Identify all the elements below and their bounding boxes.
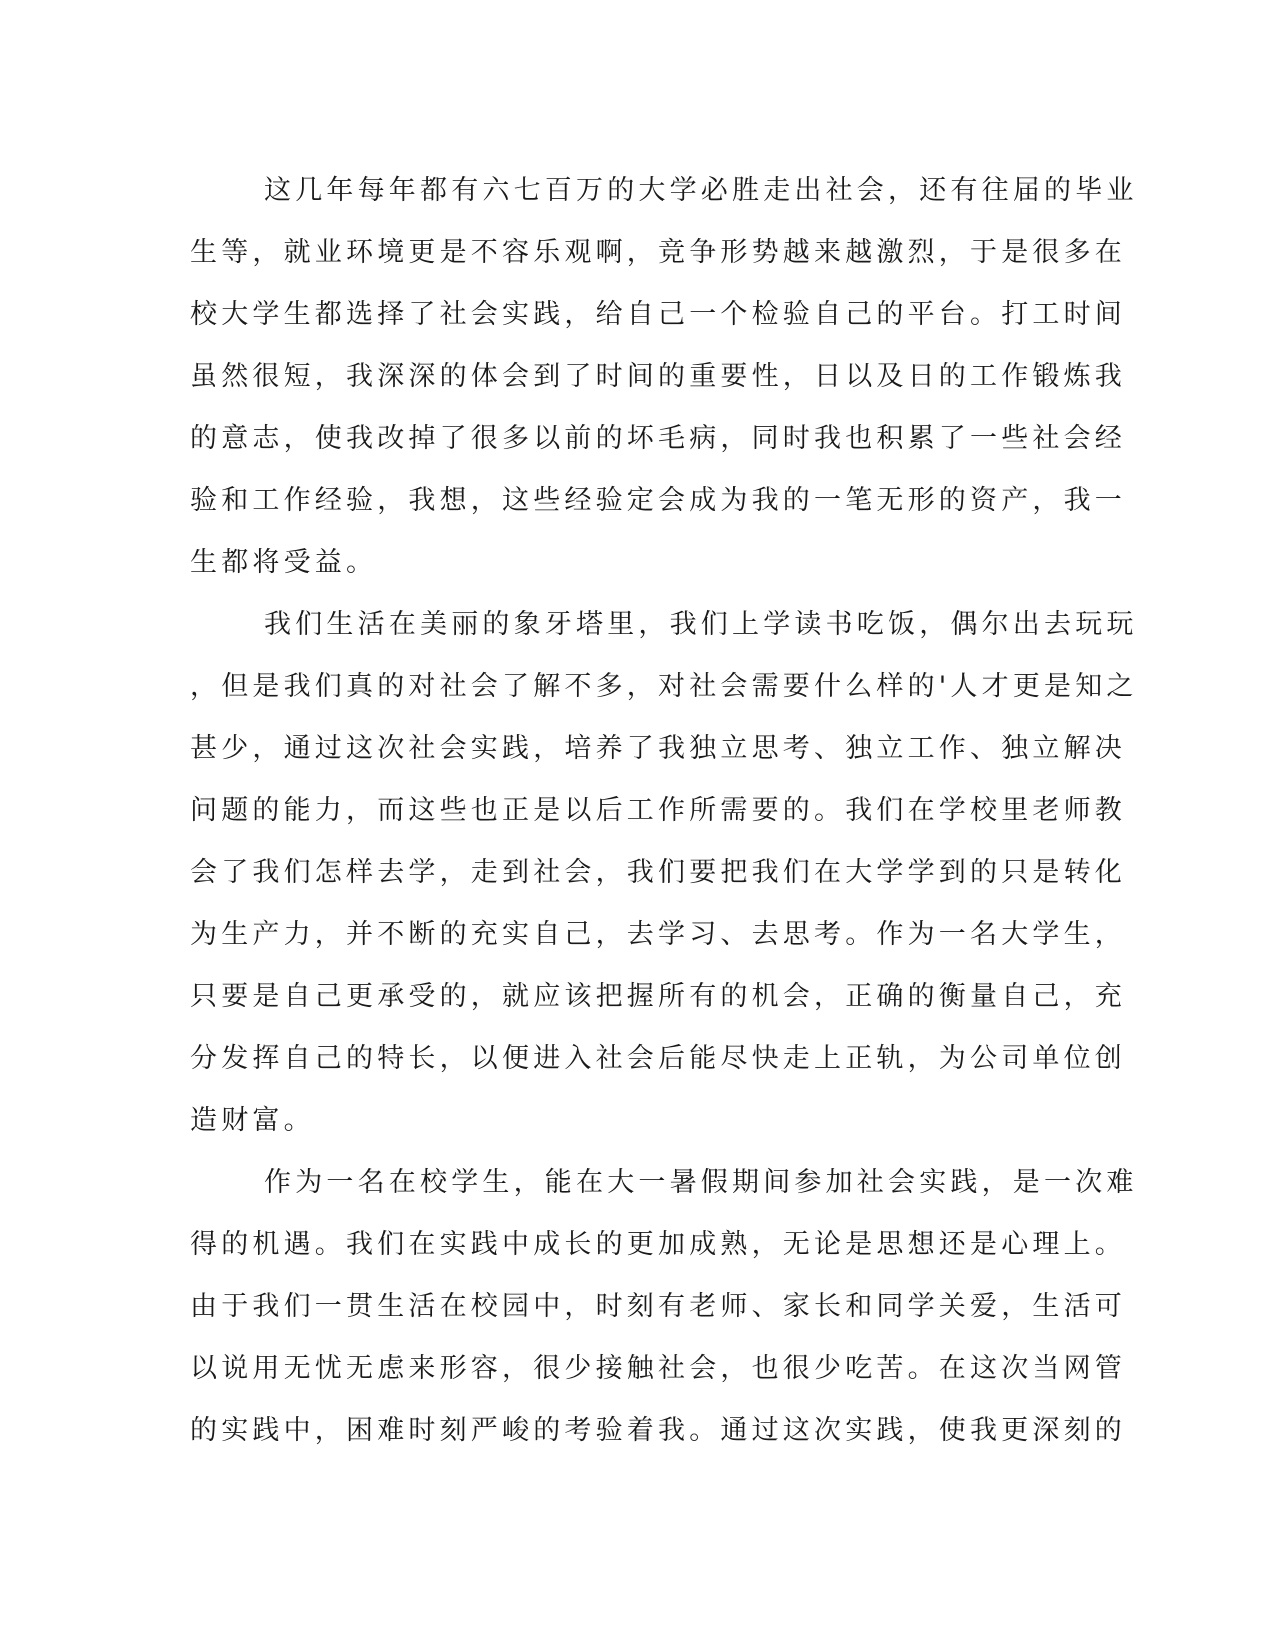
paragraph-1 (190, 160, 1138, 594)
text-line: 会了我们怎样去学，走到社会，我们要把我们在大学学到的只是转化 (190, 857, 1126, 888)
text-line: 生等，就业环境更是不容乐观啊，竞争形势越来越激烈，于是很多在 (190, 237, 1126, 268)
text-line: 生都将受益。 (190, 547, 378, 578)
text-line: 校大学生都选择了社会实践，给自己一个检验自己的平台。打工时间 (190, 299, 1126, 330)
text-line: 我们生活在美丽的象牙塔里，我们上学读书吃饭，偶尔出去玩玩 (264, 609, 1138, 640)
paragraph-2 (190, 594, 1138, 1152)
text-line: 分发挥自己的特长，以便进入社会后能尽快走上正轨，为公司单位创 (190, 1043, 1126, 1074)
text-line: 造财富。 (190, 1105, 315, 1136)
text-line: ，但是我们真的对社会了解不多，对社会需要什么样的'人才更是知之 (190, 671, 1138, 702)
text-line: 的实践中，困难时刻严峻的考验着我。通过这次实践，使我更深刻的 (190, 1415, 1126, 1446)
text-line: 问题的能力，而这些也正是以后工作所需要的。我们在学校里老师教 (190, 795, 1126, 826)
text-line: 由于我们一贯生活在校园中，时刻有老师、家长和同学关爱，生活可 (190, 1291, 1126, 1322)
text-line: 只要是自己更承受的，就应该把握所有的机会，正确的衡量自己，充 (190, 981, 1126, 1012)
text-line: 为生产力，并不断的充实自己，去学习、去思考。作为一名大学生， (190, 919, 1126, 950)
text-line: 得的机遇。我们在实践中成长的更加成熟，无论是思想还是心理上。 (190, 1229, 1126, 1260)
text-line: 作为一名在校学生，能在大一暑假期间参加社会实践，是一次难 (264, 1167, 1138, 1198)
paragraph-3 (190, 1152, 1138, 1462)
text-line: 虽然很短，我深深的体会到了时间的重要性，日以及日的工作锻炼我 (190, 361, 1126, 392)
text-line: 验和工作经验，我想，这些经验定会成为我的一笔无形的资产，我一 (190, 485, 1126, 516)
text-line: 这几年每年都有六七百万的大学必胜走出社会，还有往届的毕业 (264, 175, 1138, 206)
text-line: 以说用无忧无虑来形容，很少接触社会，也很少吃苦。在这次当网管 (190, 1353, 1126, 1384)
text-line: 的意志，使我改掉了很多以前的坏毛病，同时我也积累了一些社会经 (190, 423, 1126, 454)
body-text (190, 160, 1138, 1462)
text-line: 甚少，通过这次社会实践，培养了我独立思考、独立工作、独立解决 (190, 733, 1126, 764)
